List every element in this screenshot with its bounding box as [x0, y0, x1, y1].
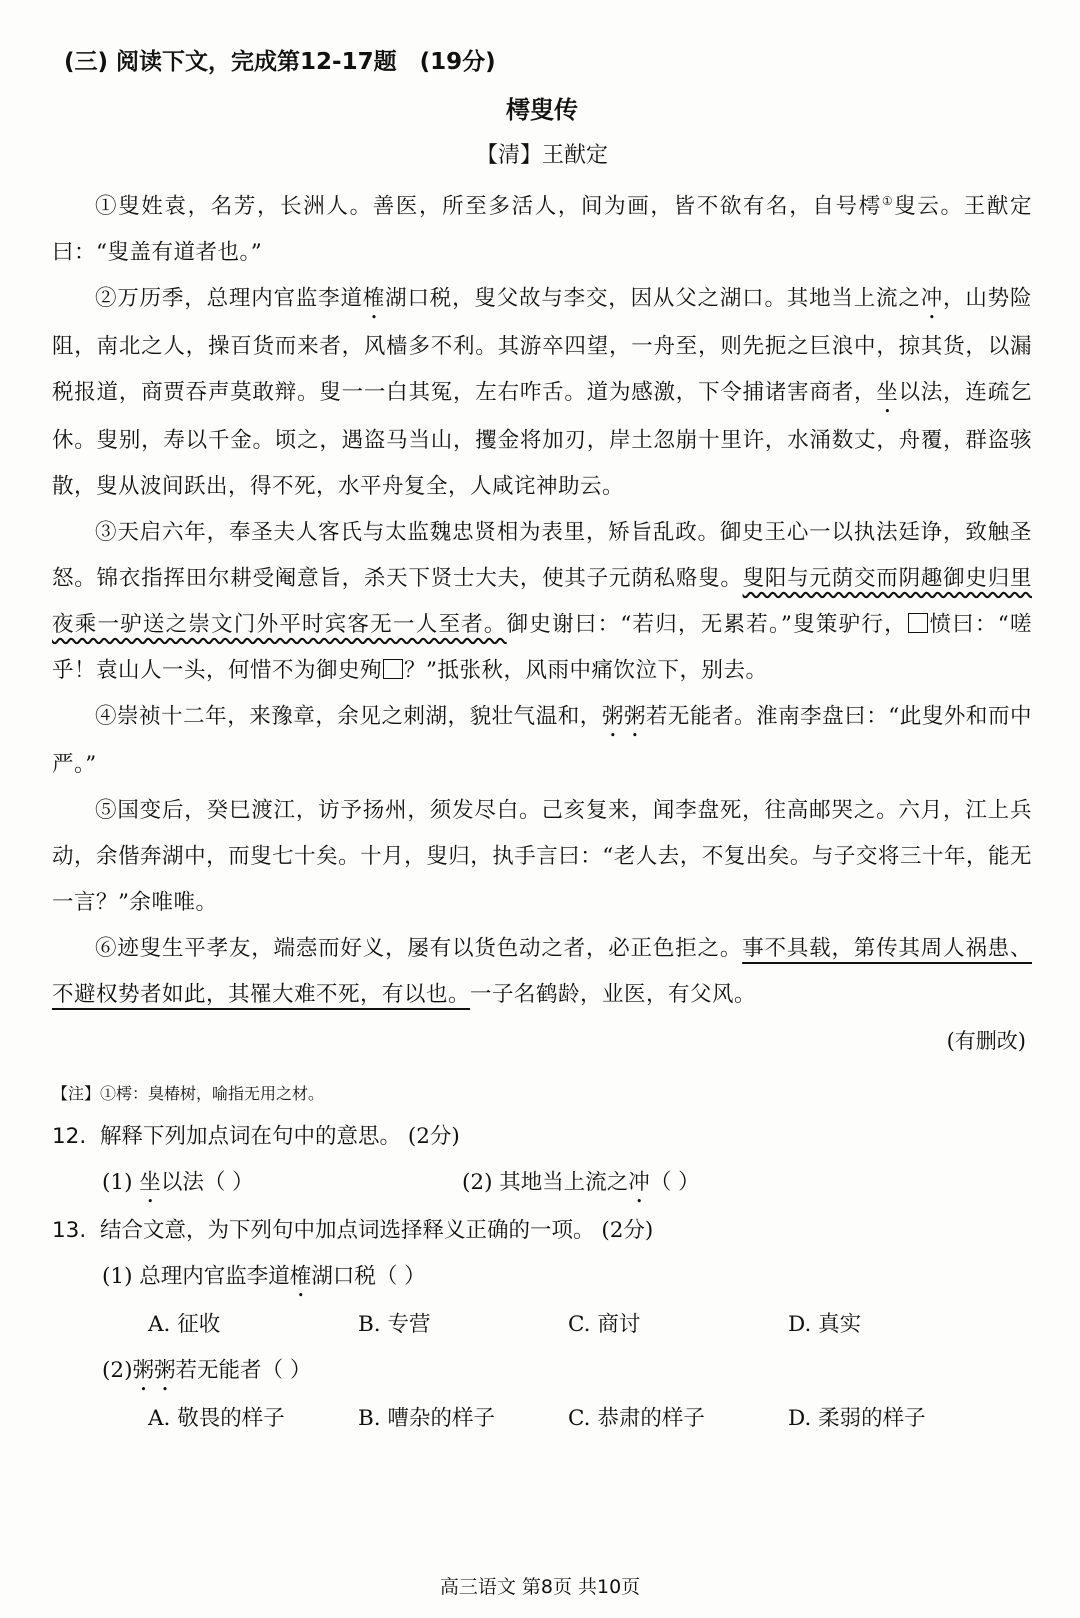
p3-c: 愤曰：“嗟乎！袁山人一头，何惜不为御史殉 [52, 612, 1032, 684]
p2-a: ②万历季，总理内官监李道 [95, 286, 363, 312]
paragraph-6 [52, 926, 1032, 1018]
p1-text: ①叟姓袁，名芳，长洲人。善医，所至多活人，间为画，皆不欲有名，自号樗 [95, 194, 882, 220]
option-a[interactable]: A. 征收 [148, 1312, 221, 1338]
paragraph-4 [52, 694, 1032, 788]
dotted-word-zuo: 坐 [139, 1170, 161, 1196]
question-number: 13. [52, 1218, 87, 1244]
question-stem: 结合文意，为下列句中加点词选择释义正确的一项。 (2分) [100, 1218, 654, 1244]
dotted-word-zhouzhou: 粥粥 [601, 704, 646, 730]
paragraph-1 [52, 178, 1032, 276]
p3-d: ？”抵张秋，风雨中痛饮泣下，别去。 [404, 658, 768, 684]
footnote-mark: ① [881, 194, 895, 208]
p3-b: 御史谢曰：“若归，无累若。”叟策驴行， [506, 612, 907, 638]
q13-sub-1: (1) 总理内官监李道 榷 湖口税（ ） [52, 1254, 1032, 1302]
option-a[interactable]: A. 敬畏的样子 [148, 1406, 285, 1432]
p2-e: ，山势险阻，南北之人，操百货而来者，风樯多不利。其游卒四望，一舟至，则先扼之巨浪中，掠其货，以漏税报道，商贾吞声莫敢辩。叟一一白其冤，左右咋舌。道为感激，下令捕诸害商者， [52, 286, 1032, 406]
q13-sub-1-options [52, 1302, 1032, 1348]
passage-author: 【清】王猷定 [475, 143, 608, 168]
wavy-underlined-sentence: 叟阳与元荫交而阴趣御史归里夜乘一驴送之崇文门外平时宾客无一人至者。 [52, 566, 1032, 638]
dotted-word-chong: 冲 [920, 286, 944, 312]
annotation: 【注】①樗：臭椿树，喻指无用之材。 [52, 1084, 325, 1104]
section-header: (三) 阅读下文，完成第12-17题 (19分) [64, 49, 496, 75]
blank-box-icon [383, 659, 403, 679]
option-c[interactable]: C. 恭肃的样子 [568, 1406, 705, 1432]
page-footer: 高三语文 第8页 共10页 [439, 1576, 641, 1598]
question-number: 12. [52, 1124, 87, 1150]
p4-a: ④崇祯十二年，来豫章，余见之刺湖，貌壮气温和， [95, 704, 602, 730]
dotted-word-chong: 冲 [628, 1170, 650, 1196]
paragraph-3 [52, 510, 1032, 694]
question-12 [52, 1114, 1032, 1160]
p6-b: 一子名鹤龄，业医，有父风。 [470, 982, 757, 1008]
option-d[interactable]: D. 柔弱的样子 [788, 1406, 926, 1432]
p3-a: ③天启六年，奉圣夫人客氏与太监魏忠贤相为表里，矫旨乱政。御史王心一以执法廷诤，致触圣怒。锦衣指挥田尔耕受阉意旨，杀天下贤士大夫，使其子元荫私赂叟。 [52, 520, 1032, 592]
p6-a: ⑥迹叟生平孝友，端悫而好义，屡有以货色动之者，必正色拒之。 [95, 936, 743, 962]
dotted-word-zhouzhou: 粥粥 [132, 1358, 176, 1384]
p2-c: 湖口税，叟父故与李交，因从父之湖口。其地当上流之 [385, 286, 921, 312]
p2-g: 以法，连疏乞休。叟别，寿以千金。顷之，遇盗马当山，攫金将加刃，岸土忽崩十里许，水涌数丈，舟覆，群盗骇散，叟从波间跃出，得不死，水平舟复全，人咸诧神助云。 [52, 380, 1032, 500]
dotted-word-zuo: 坐 [876, 380, 899, 406]
p4-c: 若无能者。淮南李盘曰：“此叟外和而中严。” [52, 704, 1032, 778]
question-stem: 解释下列加点词在句中的意思。 (2分) [100, 1124, 460, 1150]
option-b[interactable]: B. 专营 [358, 1312, 431, 1338]
q13-sub-2-options [52, 1396, 1032, 1442]
passage-title: 樗叟传 [506, 95, 578, 124]
option-d[interactable]: D. 真实 [788, 1312, 862, 1338]
option-b[interactable]: B. 嘈杂的样子 [358, 1406, 495, 1432]
option-c[interactable]: C. 商讨 [568, 1312, 641, 1338]
dotted-word-que: 榷 [289, 1264, 312, 1290]
p1-text-end: 叟云。王猷定曰：“叟盖有道者也。” [52, 194, 1032, 266]
paragraph-5: ⑤国变后，癸巳渡江，访予扬州，须发尽白。己亥复来，闻李盘死，往高邮哭之。六月，江上兵动，余偕奔湖中，而叟七十矣。十月，叟归，执手言曰：“老人去，不复出矣。与子交将三十年，能无一言？”余唯唯。 [52, 798, 1032, 916]
q12-item-2: (2) 其地当上流之冲（ ） [462, 1170, 700, 1196]
blank-box-icon [908, 613, 928, 633]
question-13 [52, 1208, 1032, 1254]
paragraph-2 [52, 276, 1032, 510]
q12-item-1: (1) 坐以法（ ） [102, 1170, 254, 1196]
question-12-items [52, 1160, 1032, 1208]
dotted-word-que: 榷 [362, 286, 386, 312]
source-note: (有删改) [946, 1029, 1026, 1054]
underlined-sentence: 事不具载，第传其周人祸患、不避权势者如此，其罹大难不死，有以也。 [52, 936, 1032, 1008]
q13-sub-2: (2) 粥粥 若无能者（ ） [52, 1348, 1032, 1396]
